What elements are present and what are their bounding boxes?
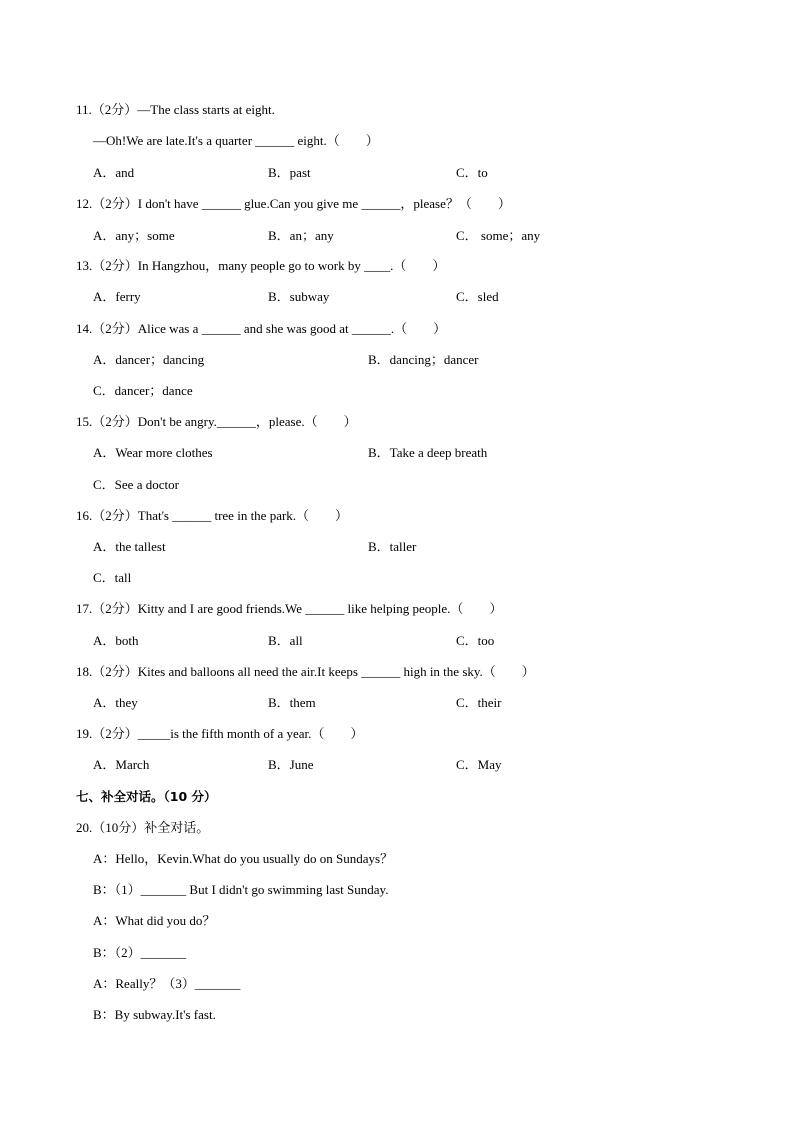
question-11-options: [0, 162, 794, 184]
option-a[interactable]: A．the tallest: [93, 539, 166, 554]
option-c[interactable]: C．May: [456, 757, 502, 772]
question-17-options: [0, 630, 794, 652]
question-18-options: [0, 692, 794, 714]
question-19-options: [0, 754, 794, 776]
option-b[interactable]: B．June: [268, 757, 314, 772]
dialogue-line: A：Hello，Kevin.What do you usually do on Sundays？: [93, 851, 394, 866]
question-11-continuation: —Oh!We are late.It's a quarter ______ eight.（ ）: [93, 133, 379, 148]
option-c[interactable]: C．too: [456, 633, 495, 648]
question-16-stem: 16.（2分）That's ______ tree in the park.（ ）: [76, 508, 349, 523]
question-15-options-row2: [0, 474, 794, 496]
question-16-options-row1: [0, 536, 794, 558]
question-15-options-row1: [0, 442, 794, 464]
option-b[interactable]: B．an；any: [268, 228, 334, 243]
question-15-stem: 15.（2分）Don't be angry.______，please.（ ）: [76, 414, 357, 429]
question-19-stem: 19.（2分）_____is the fifth month of a year.（ ）: [76, 726, 364, 741]
dialogue-line: A：Really？（3）_______: [93, 976, 241, 991]
option-a[interactable]: A．both: [93, 633, 139, 648]
question-16-options-row2: [0, 567, 794, 589]
option-c[interactable]: C．their: [456, 695, 502, 710]
option-c[interactable]: C．sled: [456, 289, 499, 304]
question-12-options: [0, 225, 794, 247]
option-b[interactable]: B．subway: [268, 289, 330, 304]
option-c[interactable]: C．tall: [93, 570, 132, 585]
option-b[interactable]: B．them: [268, 695, 316, 710]
option-c[interactable]: C．to: [456, 165, 488, 180]
dialogue-line: B：By subway.It's fast.: [93, 1007, 216, 1022]
question-17-stem: 17.（2分）Kitty and I are good friends.We ______ like helping people.（ ）: [76, 601, 503, 616]
question-14-options-row2: [0, 380, 794, 402]
option-a[interactable]: A．Wear more clothes: [93, 445, 213, 460]
option-a[interactable]: A．dancer；dancing: [93, 352, 205, 367]
question-12-stem: 12.（2分）I don't have ______ glue.Can you give me ______，please？（ ）: [76, 196, 511, 211]
option-b[interactable]: B．dancing；dancer: [368, 352, 479, 367]
question-14-stem: 14.（2分）Alice was a ______ and she was good at ______.（ ）: [76, 321, 447, 336]
option-a[interactable]: A．any；some: [93, 228, 175, 243]
option-b[interactable]: B．all: [268, 633, 303, 648]
question-18-stem: 18.（2分）Kites and balloons all need the air.It keeps ______ high in the sky.（ ）: [76, 664, 535, 679]
question-13-stem: 13.（2分）In Hangzhou，many people go to work by ____.（ ）: [76, 258, 446, 273]
option-c[interactable]: C．dancer；dance: [93, 383, 193, 398]
option-b[interactable]: B．Take a deep breath: [368, 445, 488, 460]
option-c[interactable]: C． some；any: [456, 228, 541, 243]
dialogue-line: B：（2）_______: [93, 945, 187, 960]
question-20-stem: 20.（10分）补全对话。: [76, 820, 210, 835]
option-a[interactable]: A．March: [93, 757, 150, 772]
option-a[interactable]: A．and: [93, 165, 135, 180]
dialogue-line: A：What did you do？: [93, 913, 216, 928]
question-13-options: [0, 286, 794, 308]
option-c[interactable]: C．See a doctor: [93, 477, 179, 492]
option-b[interactable]: B．past: [268, 165, 311, 180]
option-a[interactable]: A．ferry: [93, 289, 141, 304]
question-11-stem: 11.（2分）—The class starts at eight.: [76, 102, 275, 117]
section-heading: 七、补全对话。（10 分）: [76, 789, 217, 804]
option-a[interactable]: A．they: [93, 695, 138, 710]
question-14-options-row1: [0, 349, 794, 371]
dialogue-line: B：（1）_______ But I didn't go swimming last Sunday.: [93, 882, 389, 897]
option-b[interactable]: B．taller: [368, 539, 417, 554]
